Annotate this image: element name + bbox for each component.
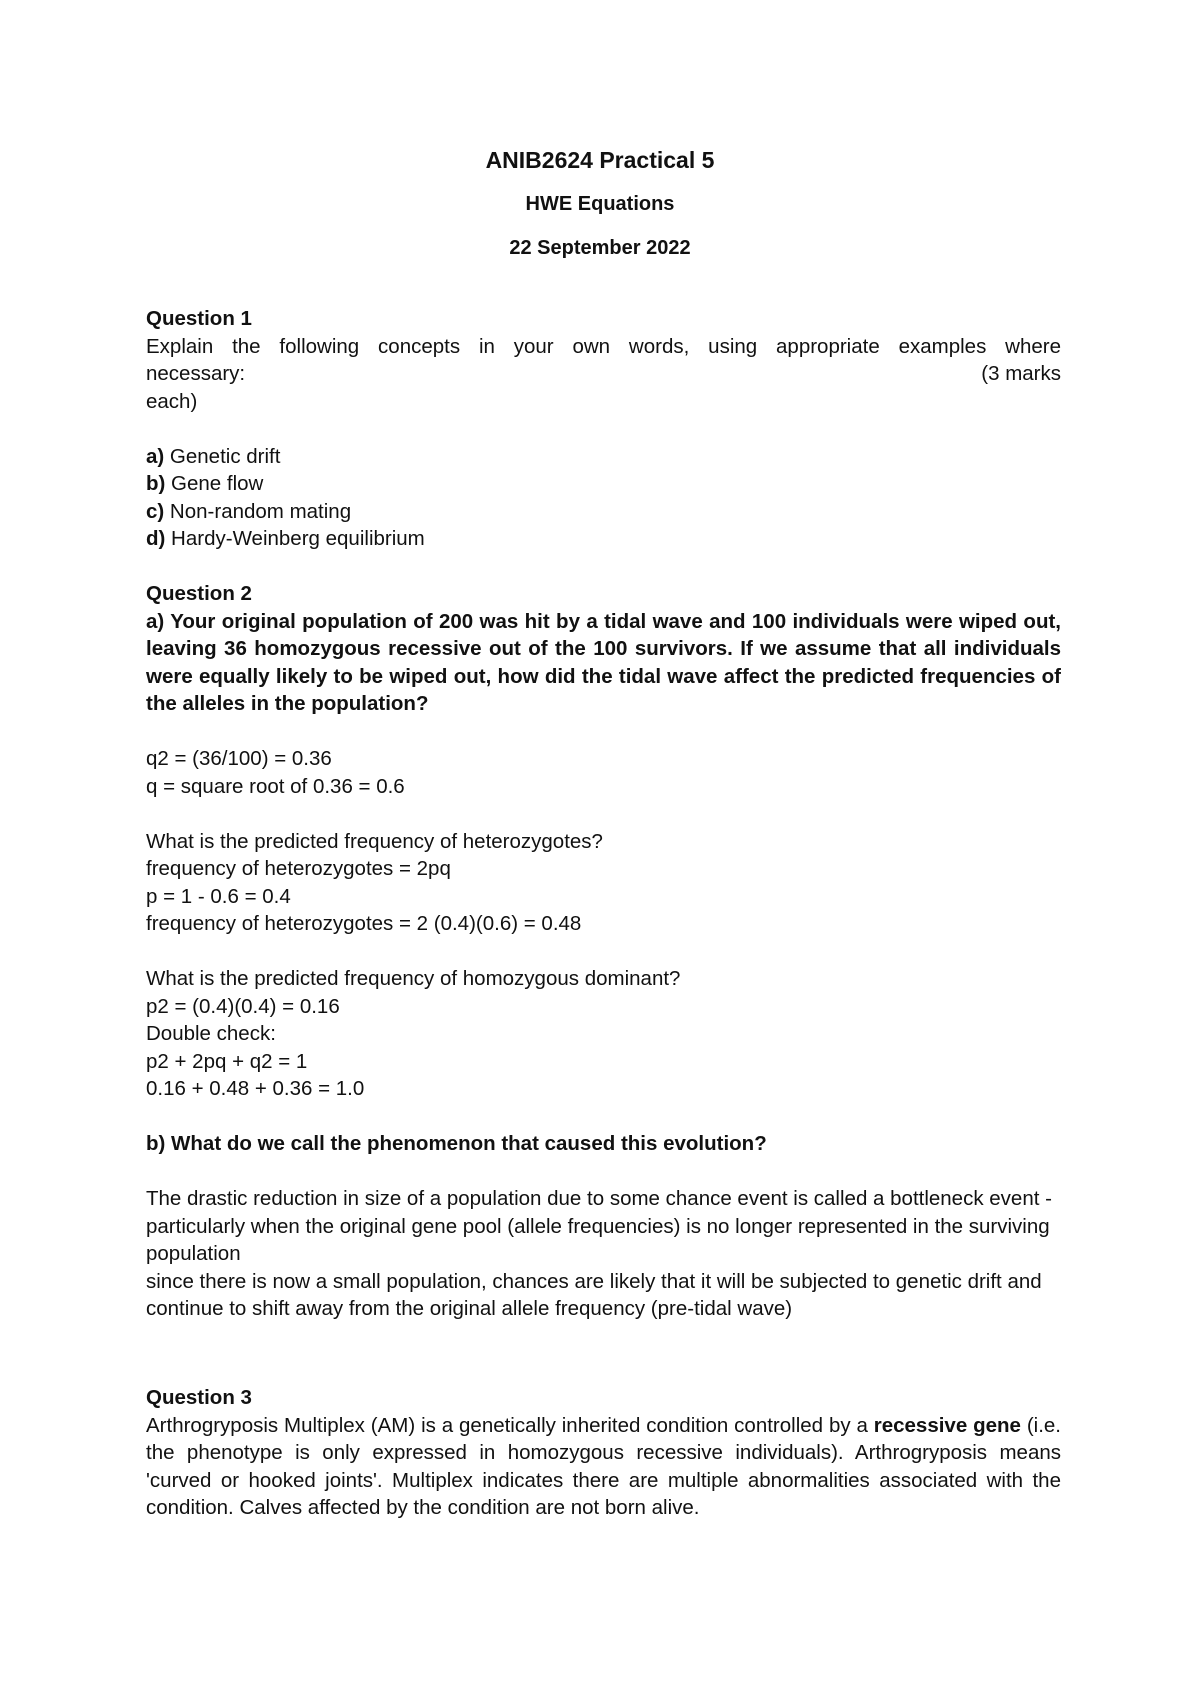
calc-line: p2 = (0.4)(0.4) = 0.16 xyxy=(146,994,340,1018)
calc-line: p2 + 2pq + q2 = 1 xyxy=(146,1049,308,1073)
document-title: ANIB2624 Practical 5 xyxy=(485,147,715,173)
item-text: Hardy-Weinberg equilibrium xyxy=(165,527,425,550)
question-1-prompt-line-1: Explain the following concepts in your own words, using appropriate examples where xyxy=(146,334,1061,358)
item-letter: c) xyxy=(146,499,165,523)
answer-paragraph: The drastic reduction in size of a population due to some chance event is called a bottleneck event - particularly when the original gene pool (allele frequencies) is no longer represented in the surviving population xyxy=(146,1187,1052,1265)
question-1-prompt-left: necessary: xyxy=(146,362,246,385)
question-2-heading: Question 2 xyxy=(146,582,252,605)
list-item xyxy=(146,498,1061,526)
question-1-prompt-line-2 xyxy=(146,360,1061,388)
question-2-part-b: b) What do we call the phenomenon that caused this evolution? xyxy=(146,1132,767,1155)
list-item xyxy=(146,470,1061,498)
list-item xyxy=(146,525,1061,553)
item-letter: a) xyxy=(146,444,165,468)
item-letter: d) xyxy=(146,527,166,550)
calc-line: frequency of heterozygotes = 2 (0.4)(0.6) = 0.48 xyxy=(146,912,582,935)
question-2-part-a: a) Your original population of 200 was hit by a tidal wave and 100 individuals were wiped out, leaving 36 homozygous recessive out of the 100 survivors. If we assume that all individuals were equally likely to be wiped out, how did the tidal wave affect the predicted frequencies of the alleles in the population? xyxy=(146,609,1061,715)
item-text: Genetic drift xyxy=(164,444,281,468)
question-1 xyxy=(146,305,1061,553)
question-1-prompt-line-3: each) xyxy=(146,389,198,413)
paragraph-text: (i.e. the phenotype is only expressed in homozygous recessive individuals). Arthrogryposis means 'curved or hooked joints'. Multiplex indicates there are multiple abnormalities associated with the condition. Calves affected by the condition are not born alive. xyxy=(146,1413,1061,1519)
item-letter: b) xyxy=(146,472,166,495)
calc-line: frequency of heterozygotes = 2pq xyxy=(146,857,451,880)
document-date: 22 September 2022 xyxy=(509,237,691,259)
question-3 xyxy=(146,1384,1061,1522)
calc-line: Double check: xyxy=(146,1022,276,1045)
document-subtitle: HWE Equations xyxy=(525,193,675,215)
question-1-heading: Question 1 xyxy=(146,307,252,330)
paragraph-text: Arthrogryposis Multiplex (AM) is a genetically inherited condition controlled by a xyxy=(146,1413,874,1437)
question-3-heading: Question 3 xyxy=(146,1386,252,1409)
calc-line: 0.16 + 0.48 + 0.36 = 1.0 xyxy=(146,1077,365,1100)
question-3-paragraph xyxy=(146,1412,1061,1522)
list-item xyxy=(146,443,1061,471)
calc-line: What is the predicted frequency of homozygous dominant? xyxy=(146,967,681,990)
bold-term: recessive gene xyxy=(873,1413,1021,1437)
calc-line: q = square root of 0.36 = 0.6 xyxy=(146,774,405,798)
item-text: Non-random mating xyxy=(164,499,352,523)
question-1-marks: (3 marks xyxy=(981,362,1061,385)
calc-line: q2 = (36/100) = 0.36 xyxy=(146,747,332,770)
item-text: Gene flow xyxy=(165,472,264,495)
calc-line: What is the predicted frequency of heterozygotes? xyxy=(146,829,603,853)
question-2 xyxy=(146,580,1061,1323)
calc-line: p = 1 - 0.6 = 0.4 xyxy=(146,884,291,908)
answer-paragraph: since there is now a small population, chances are likely that it will be subjected to genetic drift and continue to shift away from the original allele frequency (pre-tidal wave) xyxy=(146,1269,1042,1320)
